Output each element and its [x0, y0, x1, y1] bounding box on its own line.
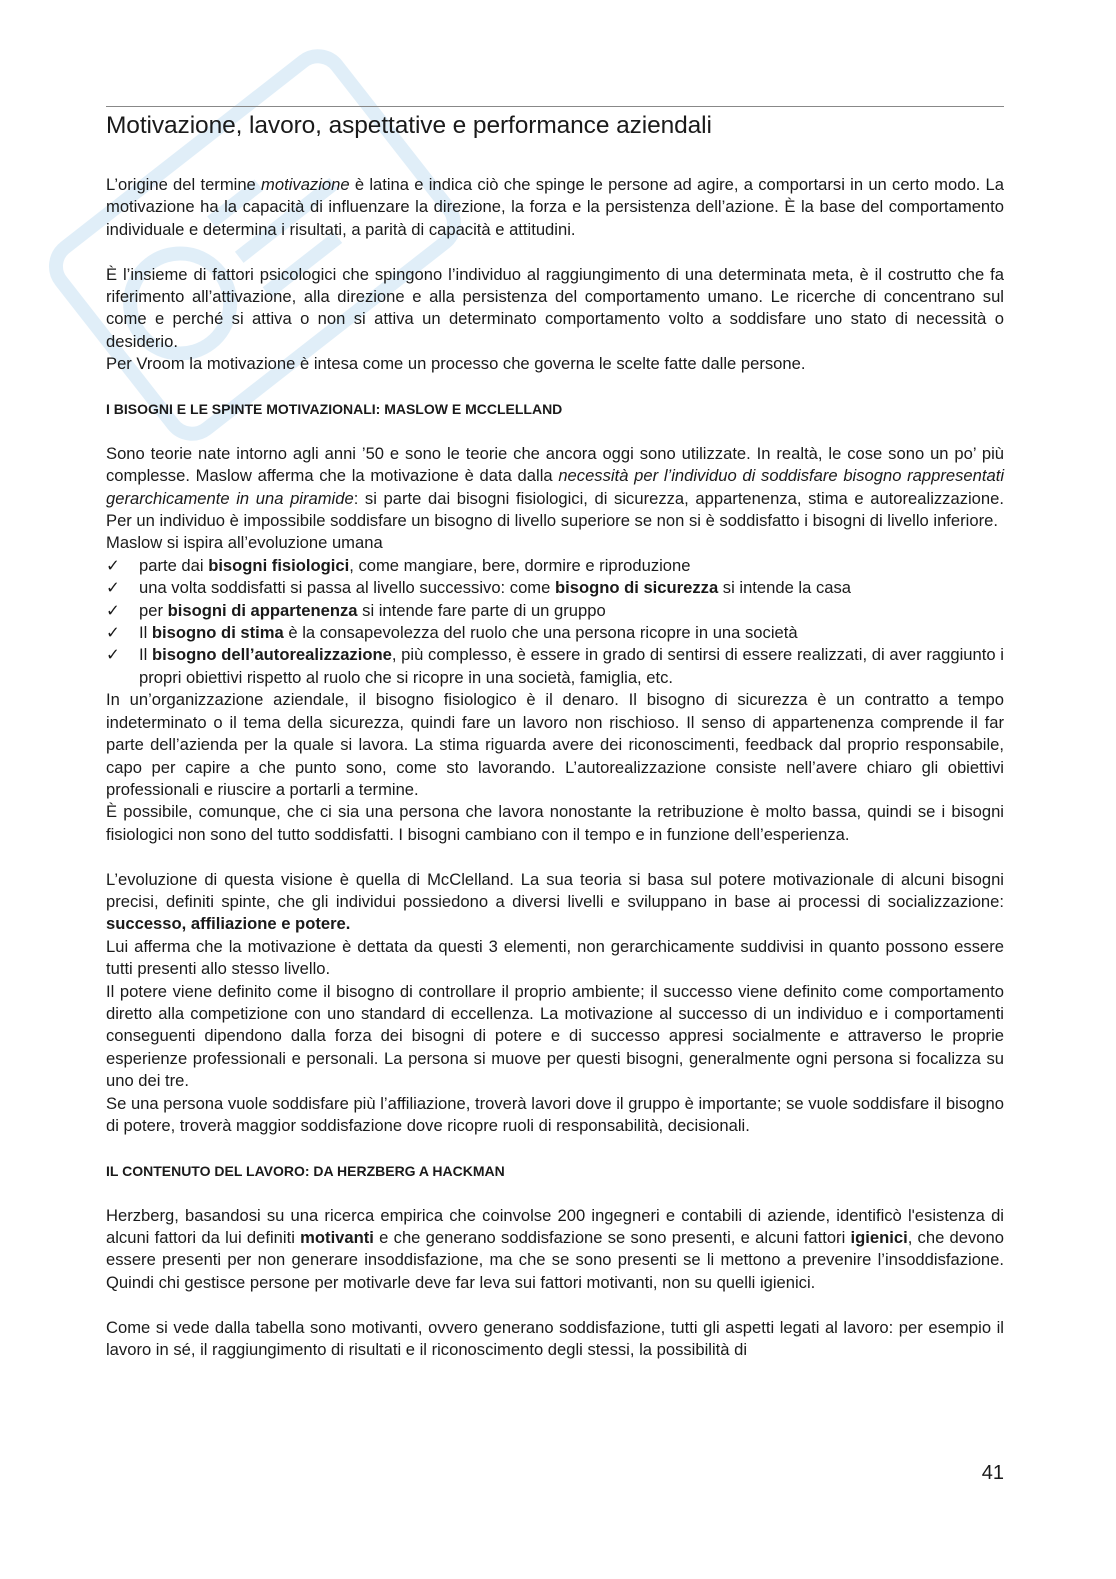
body-content [106, 174, 1004, 1361]
list-item: ✓ Il bisogno di stima è la consapevolezza del ruolo che una persona ricopre in una società [106, 622, 1004, 644]
checkmark-icon: ✓ [106, 555, 120, 575]
paragraph: Se una persona vuole soddisfare più l’affiliazione, troverà lavori dove il gruppo è importante; se vuole soddisfare il bisogno di potere, troverà maggior soddisfazione dove ricopre ruoli di responsabilità, decisionali. [106, 1093, 1004, 1135]
section-heading: IL CONTENUTO DEL LAVORO: DA HERZBERG A HACKMAN [106, 1162, 505, 1179]
paragraph: Lui afferma che la motivazione è dettata da questi 3 elementi, non gerarchicamente suddivisi in quanto possono essere tutti presenti allo stesso livello. [106, 936, 1004, 979]
checkmark-icon: ✓ [106, 645, 120, 665]
list-item: ✓ per bisogni di appartenenza si intende fare parte di un gruppo [106, 600, 1004, 622]
paragraph: Sono teorie nate intorno agli anni ’50 e sono le teorie che ancora oggi sono utilizzate. In realtà, le cose sono un po’ più complesse. Maslow afferma che la motivazione è data dalla necessità per l’individuo di soddisfare bisogno rappresentati gerarchicamente in una piramide: si parte dai bisogni fisiologici, di sicurezza, appartenenza, stima e autorealizzazione. Per un individuo è impossibile soddisfare un bisogno di livello superiore se non si è soddisfatto i bisogni di livello inferiore. [106, 443, 1005, 531]
list-item: ✓ una volta soddisfatti si passa al livello successivo: come bisogno di sicurezza si intende la casa [106, 577, 1004, 599]
checkmark-icon: ✓ [106, 600, 120, 620]
list-item: ✓ parte dai bisogni fisiologici, come mangiare, bere, dormire e riproduzione [106, 555, 1004, 577]
page-number: 41 [981, 1462, 1004, 1484]
paragraph: È l’insieme di fattori psicologici che spingono l’individuo al raggiungimento di una determinata meta, è il costrutto che fa riferimento all’attivazione, alla direzione e alla persistenza del comportamento umano. Le ricerche di concentrano sul come e perché si attiva o non si attiva un determinato comportamento volto a soddisfare uno stato di necessità o desiderio. [106, 264, 1004, 351]
paragraph: L’evoluzione di questa visione è quella di McClelland. La sua teoria si basa sul potere motivazionale di alcuni bisogni precisi, definiti spinte, che gli individui possiedono a diversi livelli e sviluppano in base ai processi di socializzazione: successo, affiliazione e potere. [106, 869, 1004, 934]
list-item: ✓ Il bisogno dell’autorealizzazione, più complesso, è essere in grado di sentirsi di essere realizzati, di aver raggiunto i propri obiettivi rispetto al ruolo che si ricopre in una società, famiglia, etc. [106, 645, 1004, 687]
paragraph: Come si vede dalla tabella sono motivanti, ovvero generano soddisfazione, tutti gli aspetti legati al lavoro: per esempio il lavoro in sé, il raggiungimento di risultati e il riconoscimento degli stessi, la possibilità di [106, 1317, 1004, 1360]
paragraph: L’origine del termine motivazione è latina e indica ciò che spinge le persone ad agire, a comportarsi in un certo modo. La motivazione ha la capacità di influenzare la direzione, la forza e la persistenza dell’azione. È la base del comportamento individuale e determina i risultati, a parità di capacità e attitudini. [106, 175, 1004, 239]
paragraph: È possibile, comunque, che ci sia una persona che lavora nonostante la retribuzione è molto bassa, quindi se i bisogni fisiologici non sono del tutto soddisfatti. I bisogni cambiano con il tempo e in funzione dell’esperienza. [106, 802, 1004, 844]
paragraph: Maslow si ispira all’evoluzione umana [106, 533, 383, 553]
paragraph: In un’organizzazione aziendale, il bisogno fisiologico è il denaro. Il bisogno di sicurezza è un contratto a tempo indeterminato o il tema della sicurezza, quindi fare un lavoro non rischioso. Il senso di appartenenza comprende il far parte dell’azienda per la quale si lavora. La stima riguarda avere dei riconoscimenti, feedback dal proprio responsabile, capo per capire a che punto sono, come sto lavorando. L’autorealizzazione consiste nell’avere chiaro gli obiettivi professionali e riuscire a portarli a termine. [106, 690, 1004, 799]
paragraph: Il potere viene definito come il bisogno di controllare il proprio ambiente; il successo viene definito come comportamento diretto alla competizione con uno standard di eccellenza. La motivazione al successo di un individuo e i comportamenti conseguenti dipendono dalla forza dei bisogni di potere e di successo appresi socialmente e attraverso le proprie esperienze professionali e personali. La persona si muove per questi bisogni, generalmente ogni persona si focalizza su uno dei tre. [106, 981, 1004, 1091]
paragraph: Herzberg, basandosi su una ricerca empirica che coinvolse 200 ingegneri e contabili di aziende, identificò l'esistenza di alcuni fattori da lui definiti motivanti e che generano soddisfazione se sono presenti, e alcuni fattori igienici, che devono essere presenti per non generare insoddisfazione, ma che se sono presenti se li mettono a prevenire l’insoddisfazione. Quindi chi gestisce persone per motivarle deve far leva sui fattori motivanti, non su quelli igienici. [106, 1205, 1004, 1292]
checkmark-icon: ✓ [106, 578, 120, 598]
header-rule [106, 106, 1004, 107]
checklist [106, 555, 1004, 689]
section-heading: I BISOGNI E LE SPINTE MOTIVAZIONALI: MASLOW E MCCLELLAND [106, 401, 563, 418]
paragraph: Per Vroom la motivazione è intesa come un processo che governa le scelte fatte dalle persone. [106, 354, 806, 374]
page-title: Motivazione, lavoro, aspettative e performance aziendali [106, 112, 712, 139]
checkmark-icon: ✓ [106, 623, 120, 643]
